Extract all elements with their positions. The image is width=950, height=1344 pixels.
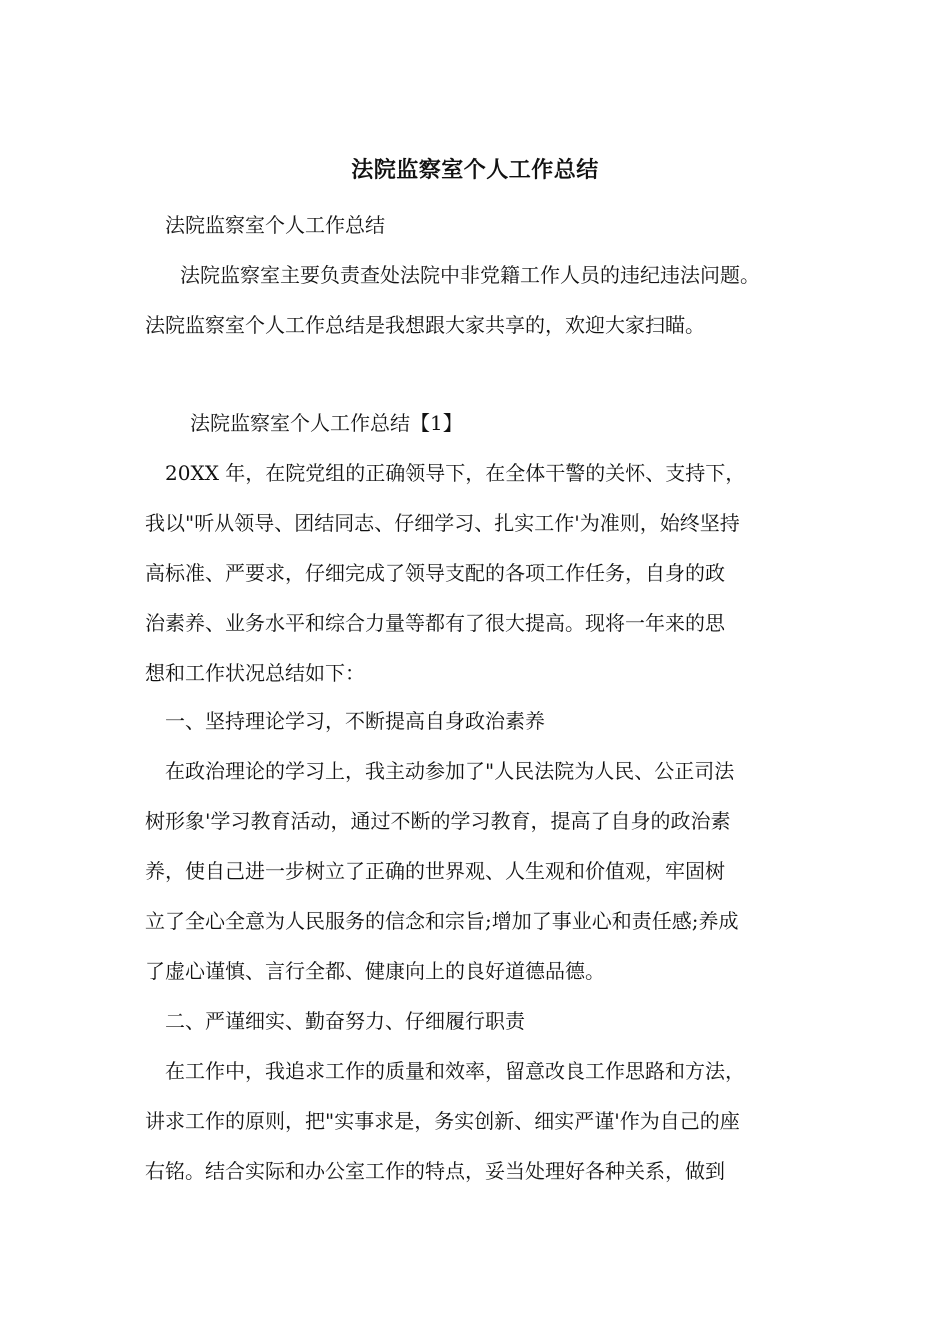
paragraph-line: 立了全心全意为人民服务的信念和宗旨;增加了事业心和责任感;养成 [145, 909, 739, 933]
paragraph-line: 养，使自己进一步树立了正确的世界观、人生观和价值观，牢固树 [145, 859, 725, 883]
paragraph-line: 在工作中，我追求工作的质量和效率，留意改良工作思路和方法， [165, 1059, 745, 1083]
paragraph-line: 讲求工作的原则，把"实事求是，务实创新、细实严谨'作为自己的座 [145, 1109, 740, 1133]
subheading-line: 一、坚持理论学习，不断提高自身政治素养 [165, 709, 545, 733]
paragraph-line: 树形象'学习教育活动，通过不断的学习教育，提高了自身的政治素 [145, 809, 731, 833]
section-heading: 法院监察室个人工作总结【1】 [190, 411, 463, 435]
document-title: 法院监察室个人工作总结 [351, 157, 599, 183]
paragraph-line: 我以"听从领导、团结同志、仔细学习、扎实工作'为准则，始终坚持 [145, 511, 740, 535]
paragraph-line: 右铭。结合实际和办公室工作的特点，妥当处理好各种关系，做到 [145, 1159, 725, 1183]
paragraph-line: 20XX 年，在院党组的正确领导下，在全体干警的关怀、支持下， [165, 461, 746, 485]
paragraph-line: 法院监察室主要负责查处法院中非党籍工作人员的违纪违法问题。 [180, 263, 760, 287]
paragraph-line: 在政治理论的学习上，我主动参加了"人民法院为人民、公正司法 [165, 759, 735, 783]
paragraph-line: 法院监察室个人工作总结是我想跟大家共享的，欢迎大家扫瞄。 [145, 313, 705, 337]
paragraph-line: 了虚心谨慎、言行全都、健康向上的良好道德品德。 [145, 959, 605, 983]
subheading-line: 二、严谨细实、勤奋努力、仔细履行职责 [165, 1009, 525, 1033]
paragraph-line: 想和工作状况总结如下： [145, 661, 365, 685]
subtitle-line: 法院监察室个人工作总结 [165, 213, 385, 237]
paragraph-line: 治素养、业务水平和综合力量等都有了很大提高。现将一年来的思 [145, 611, 725, 635]
paragraph-line: 高标准、严要求，仔细完成了领导支配的各项工作任务，自身的政 [145, 561, 725, 585]
